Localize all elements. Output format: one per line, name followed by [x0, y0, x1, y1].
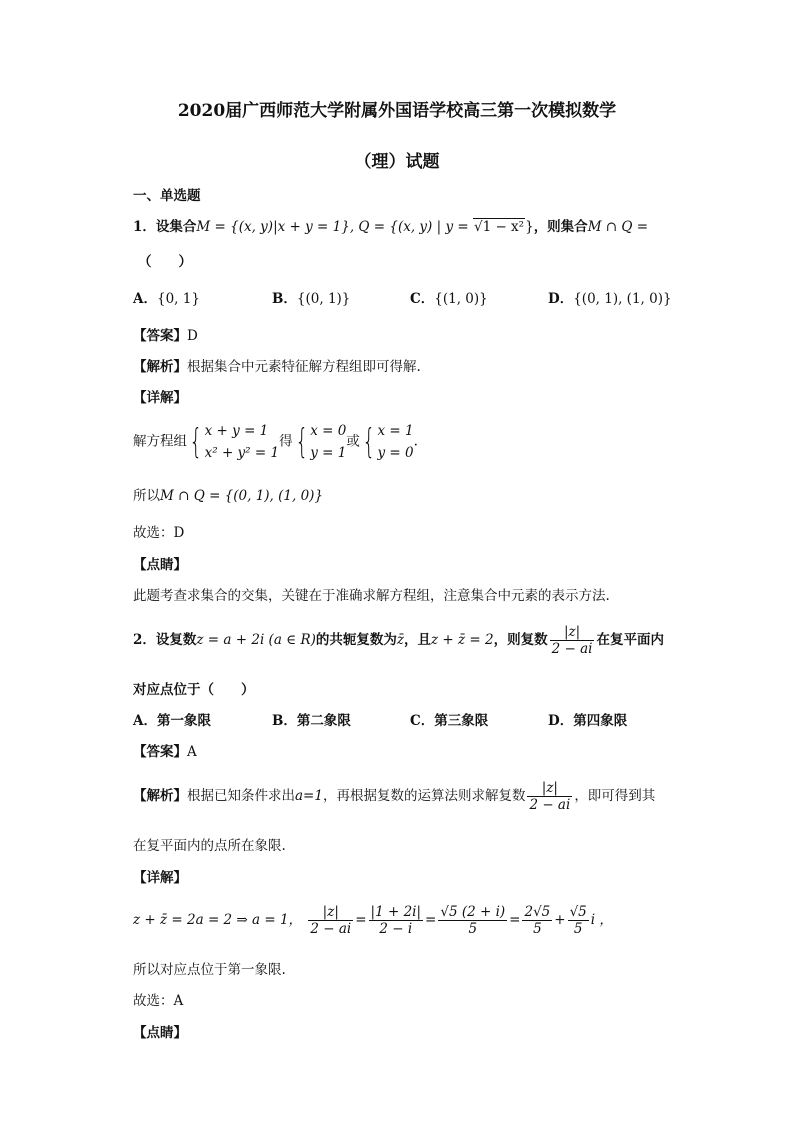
q2-analysis-a: 根据已知条件求出: [187, 788, 295, 804]
q1-option-d: [548, 289, 672, 309]
q1-answer-value: D: [187, 328, 198, 344]
q2-f4-num: 2√5: [524, 904, 551, 920]
q2-number: 2．: [133, 632, 156, 648]
q1-set-end: }: [525, 219, 534, 235]
q1-analysis-text: 根据集合中元素特征解方程组即可得解.: [187, 359, 421, 375]
q2-analysis-tag: 【解析】: [133, 788, 187, 804]
q1-sys2-line1: x = 0: [310, 423, 347, 439]
q1-option-b-value: {(0, 1)}: [296, 291, 351, 307]
q1-option-b: [272, 289, 350, 309]
q2-f1-num: |z|: [308, 904, 353, 921]
q2-conclusion: 所以对应点位于第一象限.: [133, 962, 286, 978]
q1-comment-tag: 【点睛】: [133, 557, 187, 573]
left-brace-icon: {: [294, 422, 308, 462]
q1-paren: （ ）: [138, 254, 192, 270]
q1-de: 得: [279, 433, 293, 450]
q1-analysis: [133, 357, 421, 377]
q1-system-1: [205, 420, 279, 464]
q2-zbar: z̄: [396, 632, 405, 648]
q1-number: 1．: [133, 219, 156, 235]
q2-stem-c: ，且: [404, 632, 432, 648]
q1-stem: [133, 217, 648, 237]
q1-stem-a: 设集合: [155, 219, 197, 235]
q1-option-b-label: B．: [272, 291, 297, 307]
q2-calc: [133, 904, 613, 937]
q2-answer-value: A: [187, 744, 197, 760]
q2-cond: z + z̄ = 2: [431, 632, 494, 648]
q2-calc-frac-2: [369, 904, 424, 937]
q2-analysis-line2: 在复平面内的点所在象限.: [133, 838, 286, 854]
q2-eq-1: =: [355, 912, 367, 928]
q1-option-a-label: A．: [133, 291, 157, 307]
q2-option-c: C．第三象限: [410, 713, 489, 729]
q2-f5-den: 5: [573, 921, 583, 937]
left-brace-icon: {: [362, 422, 376, 462]
q2-option-a: A．第一象限: [133, 713, 211, 729]
q1-sys1-line2: x² + y² = 1: [204, 445, 280, 461]
q1-so-line: [133, 486, 323, 506]
q2-calc-end: i ，: [590, 912, 613, 928]
q2-analysis-fraction: [527, 780, 572, 813]
q2-stem-d: ，则复数: [493, 632, 548, 648]
q1-target: M ∩ Q =: [587, 219, 649, 235]
q2-eq-3: =: [509, 912, 521, 928]
title-line-2: （理）试题: [354, 152, 440, 172]
q1-system-3: [378, 420, 414, 464]
q1-sys3-line1: x = 1: [377, 423, 414, 439]
q1-option-c: [410, 289, 488, 309]
q2-comment-tag: 【点睛】: [133, 1025, 187, 1041]
left-brace-icon: {: [189, 422, 203, 462]
q2-f5-num: √5: [569, 904, 587, 920]
q1-option-d-label: D．: [548, 291, 574, 307]
q2-calc-frac-4: [522, 904, 552, 937]
q1-comment: 此题考查求集合的交集，关键在于准确求解方程组，注意集合中元素的表示方法.: [133, 588, 610, 604]
q2-stem-fraction: [550, 624, 595, 657]
q1-detail-tag: 【详解】: [133, 390, 187, 406]
section-heading: 一、单选题: [133, 188, 201, 204]
q1-huo: 或: [346, 433, 360, 450]
q2-analysis-frac-num: |z|: [527, 780, 572, 797]
q1-sqrt: √1 − x²: [473, 219, 525, 235]
q2-answer-tag: 【答案】: [133, 744, 187, 760]
q1-option-d-value: {(0, 1), (1, 0)}: [573, 291, 672, 307]
q1-sys2-line2: y = 1: [310, 445, 347, 461]
q2-calc-frac-3: [438, 904, 507, 937]
q1-choose: 故选：D: [133, 525, 185, 541]
q1-answer: [133, 326, 198, 346]
q1-system-2: [310, 420, 346, 464]
q2-plus: +: [554, 912, 566, 928]
q2-analysis: [133, 780, 655, 813]
q1-period: .: [413, 433, 418, 450]
q2-stem: [133, 624, 664, 657]
title-line-1: 2020届广西师范大学附属外国语学校高三第一次模拟数学: [177, 101, 617, 121]
q2-stem-line2: 对应点位于（ ）: [133, 682, 255, 698]
q2-frac-num: |z|: [550, 624, 595, 641]
q2-analysis-frac-den: 2 − ai: [529, 797, 571, 813]
q2-f3-num: √5 (2 + i): [440, 904, 506, 920]
q1-answer-tag: 【答案】: [133, 328, 187, 344]
q2-calc-frac-5: [568, 904, 589, 937]
q2-z-def: z = a + 2i (a ∈ R): [196, 632, 316, 648]
q2-eq-2: =: [425, 912, 437, 928]
q2-f2-num: |1 + 2i|: [370, 904, 422, 920]
q2-answer: [133, 742, 197, 762]
q2-detail-tag: 【详解】: [133, 870, 187, 886]
q2-analysis-b: ，再根据复数的运算法则求解复数: [322, 788, 526, 804]
q1-sys3-line2: y = 0: [377, 445, 414, 461]
q1-solve-system: [133, 420, 418, 464]
q2-calc-frac-1: [308, 904, 353, 937]
q1-sys1-line1: x + y = 1: [204, 423, 269, 439]
q2-analysis-var: a=1: [295, 788, 323, 804]
q2-f1-den: 2 − ai: [310, 921, 352, 937]
q2-option-d: D．第四象限: [548, 713, 628, 729]
q1-option-c-value: {(1, 0)}: [434, 291, 488, 307]
q2-f3-den: 5: [468, 921, 478, 937]
q1-option-a: [133, 289, 200, 309]
q2-f4-den: 5: [533, 921, 542, 937]
q2-option-b: B．第二象限: [272, 713, 351, 729]
q1-so-prefix: 所以: [133, 488, 160, 504]
q2-choose: 故选：A: [133, 993, 184, 1009]
q2-stem-a: 设复数: [155, 632, 197, 648]
q1-so-expr: M ∩ Q = {(0, 1), (1, 0)}: [160, 488, 324, 504]
q2-stem-e: 在复平面内: [596, 632, 664, 648]
q2-calc-a: z + z̄ = 2a = 2 ⇒ a = 1，: [133, 912, 303, 928]
q1-analysis-tag: 【解析】: [133, 359, 187, 375]
q1-option-a-value: {0, 1}: [156, 291, 200, 307]
q2-stem-b: 的共轭复数为: [315, 632, 397, 648]
q1-stem-b: ，则集合: [533, 219, 588, 235]
q2-frac-den: 2 − ai: [551, 641, 593, 657]
q1-set-def: M = {(x, y)|x + y = 1}, Q = {(x, y) | y =: [196, 219, 473, 235]
q1-option-c-label: C．: [410, 291, 435, 307]
q1-solve-prefix: 解方程组: [133, 433, 187, 450]
q2-analysis-c: ，即可得到其: [574, 788, 656, 804]
q2-f2-den: 2 − i: [379, 921, 413, 937]
